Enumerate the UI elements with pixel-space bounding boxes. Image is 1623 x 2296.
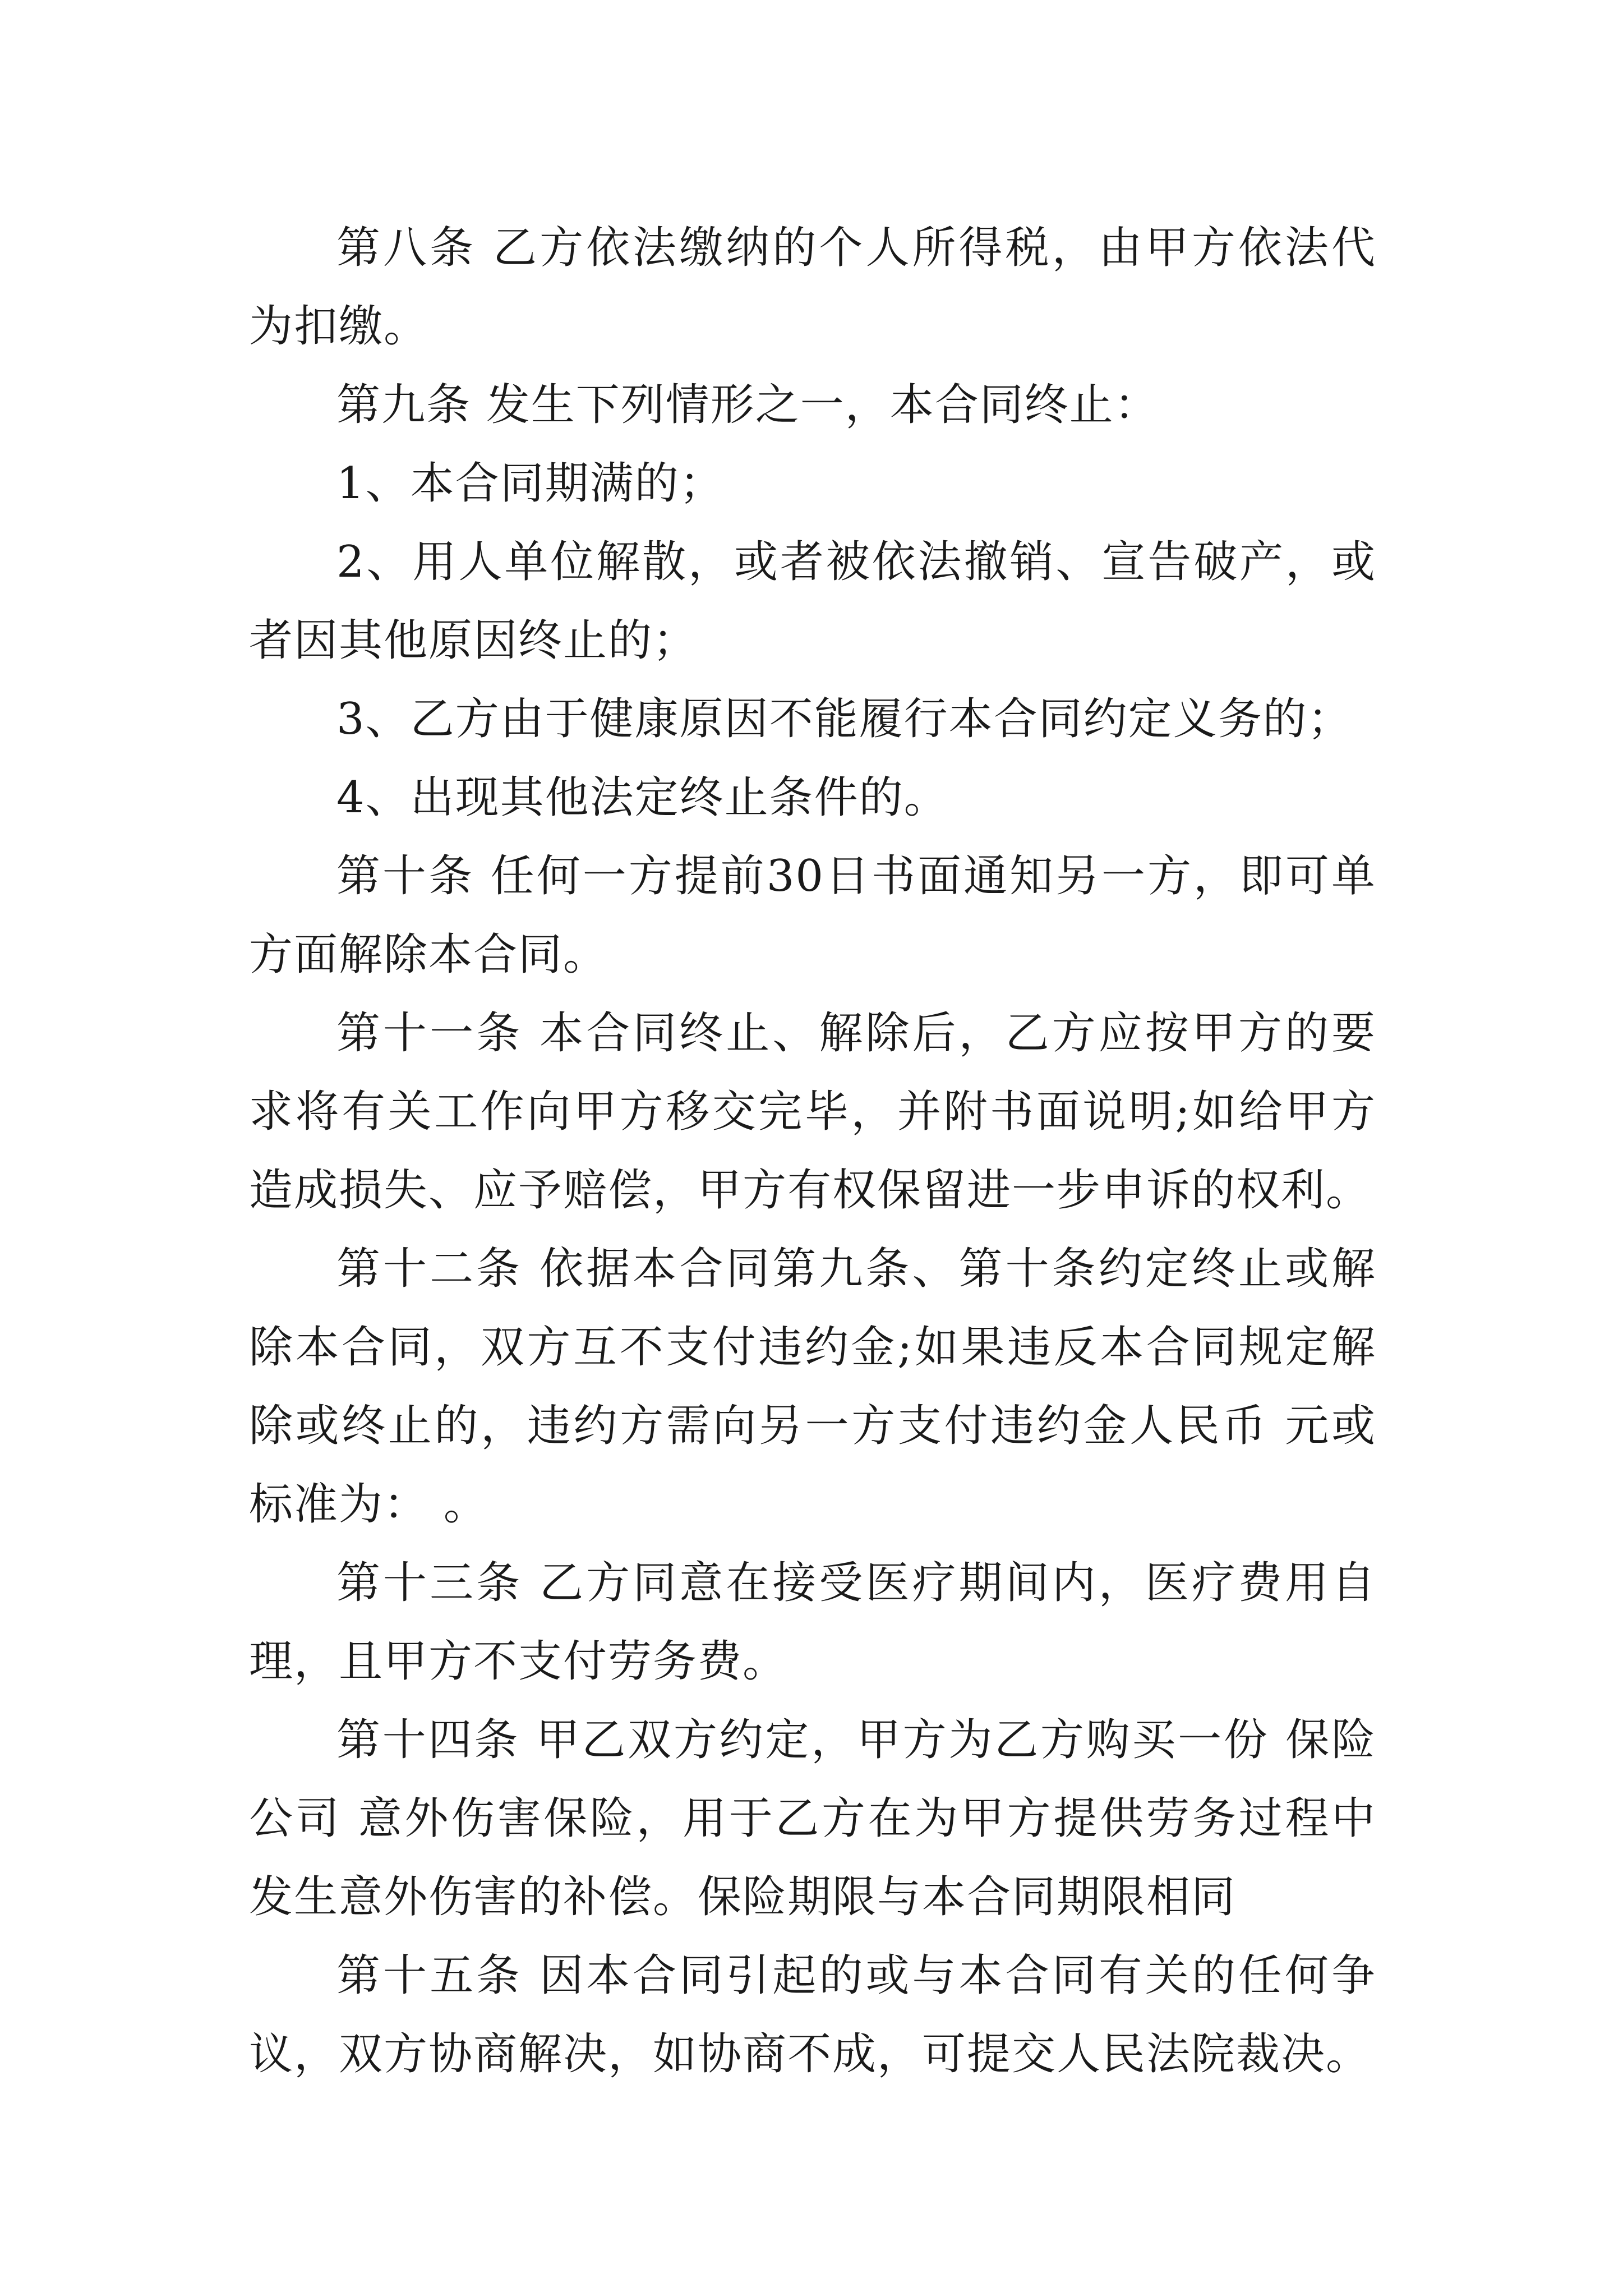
paragraph-article-9: 第九条 发生下列情形之一，本合同终止： [336, 380, 1159, 430]
document-body [249, 209, 1376, 2093]
paragraph-article-8: 第八条 乙方依法缴纳的个人所得税，由甲方依法代为扣缴。 [249, 223, 1376, 352]
list-item-3: 3、乙方由于健康原因不能履行本合同约定义务的； [336, 694, 1353, 744]
paragraph-article-10: 第十条 任何一方提前30日书面通知另一方，即可单方面解除本合同。 [249, 851, 1376, 980]
paragraph-article-13: 第十三条 乙方同意在接受医疗期间内，医疗费用自理，且甲方不支付劳务费。 [249, 1558, 1376, 1687]
list-item-4: 4、出现其他法定终止条件的。 [336, 772, 949, 823]
list-item-2: 2、用人单位解散，或者被依法撤销、宣告破产，或者因其他原因终止的； [249, 537, 1376, 666]
list-item-1: 1、本合同期满的； [336, 458, 725, 509]
paragraph-article-11: 第十一条 本合同终止、解除后，乙方应按甲方的要求将有关工作向甲方移交完毕，并附书面说明;如给甲方造成损失、应予赔偿，甲方有权保留进一步申诉的权利。 [249, 1008, 1376, 1216]
paragraph-article-15: 第十五条 因本合同引起的或与本合同有关的任何争议，双方协商解决，如协商不成，可提交人民法院裁决。 [249, 1950, 1376, 2079]
paragraph-article-14: 第十四条 甲乙双方约定，甲方为乙方购买一份 保险公司 意外伤害保险，用于乙方在为甲方提供劳务过程中发生意外伤害的补偿。保险期限与本合同期限相同 [249, 1715, 1376, 1922]
paragraph-article-12: 第十二条 依据本合同第九条、第十条约定终止或解除本合同，双方互不支付违约金;如果违反本合同规定解除或终止的，违约方需向另一方支付违约金人民币 元或标准为： 。 [249, 1244, 1376, 1530]
